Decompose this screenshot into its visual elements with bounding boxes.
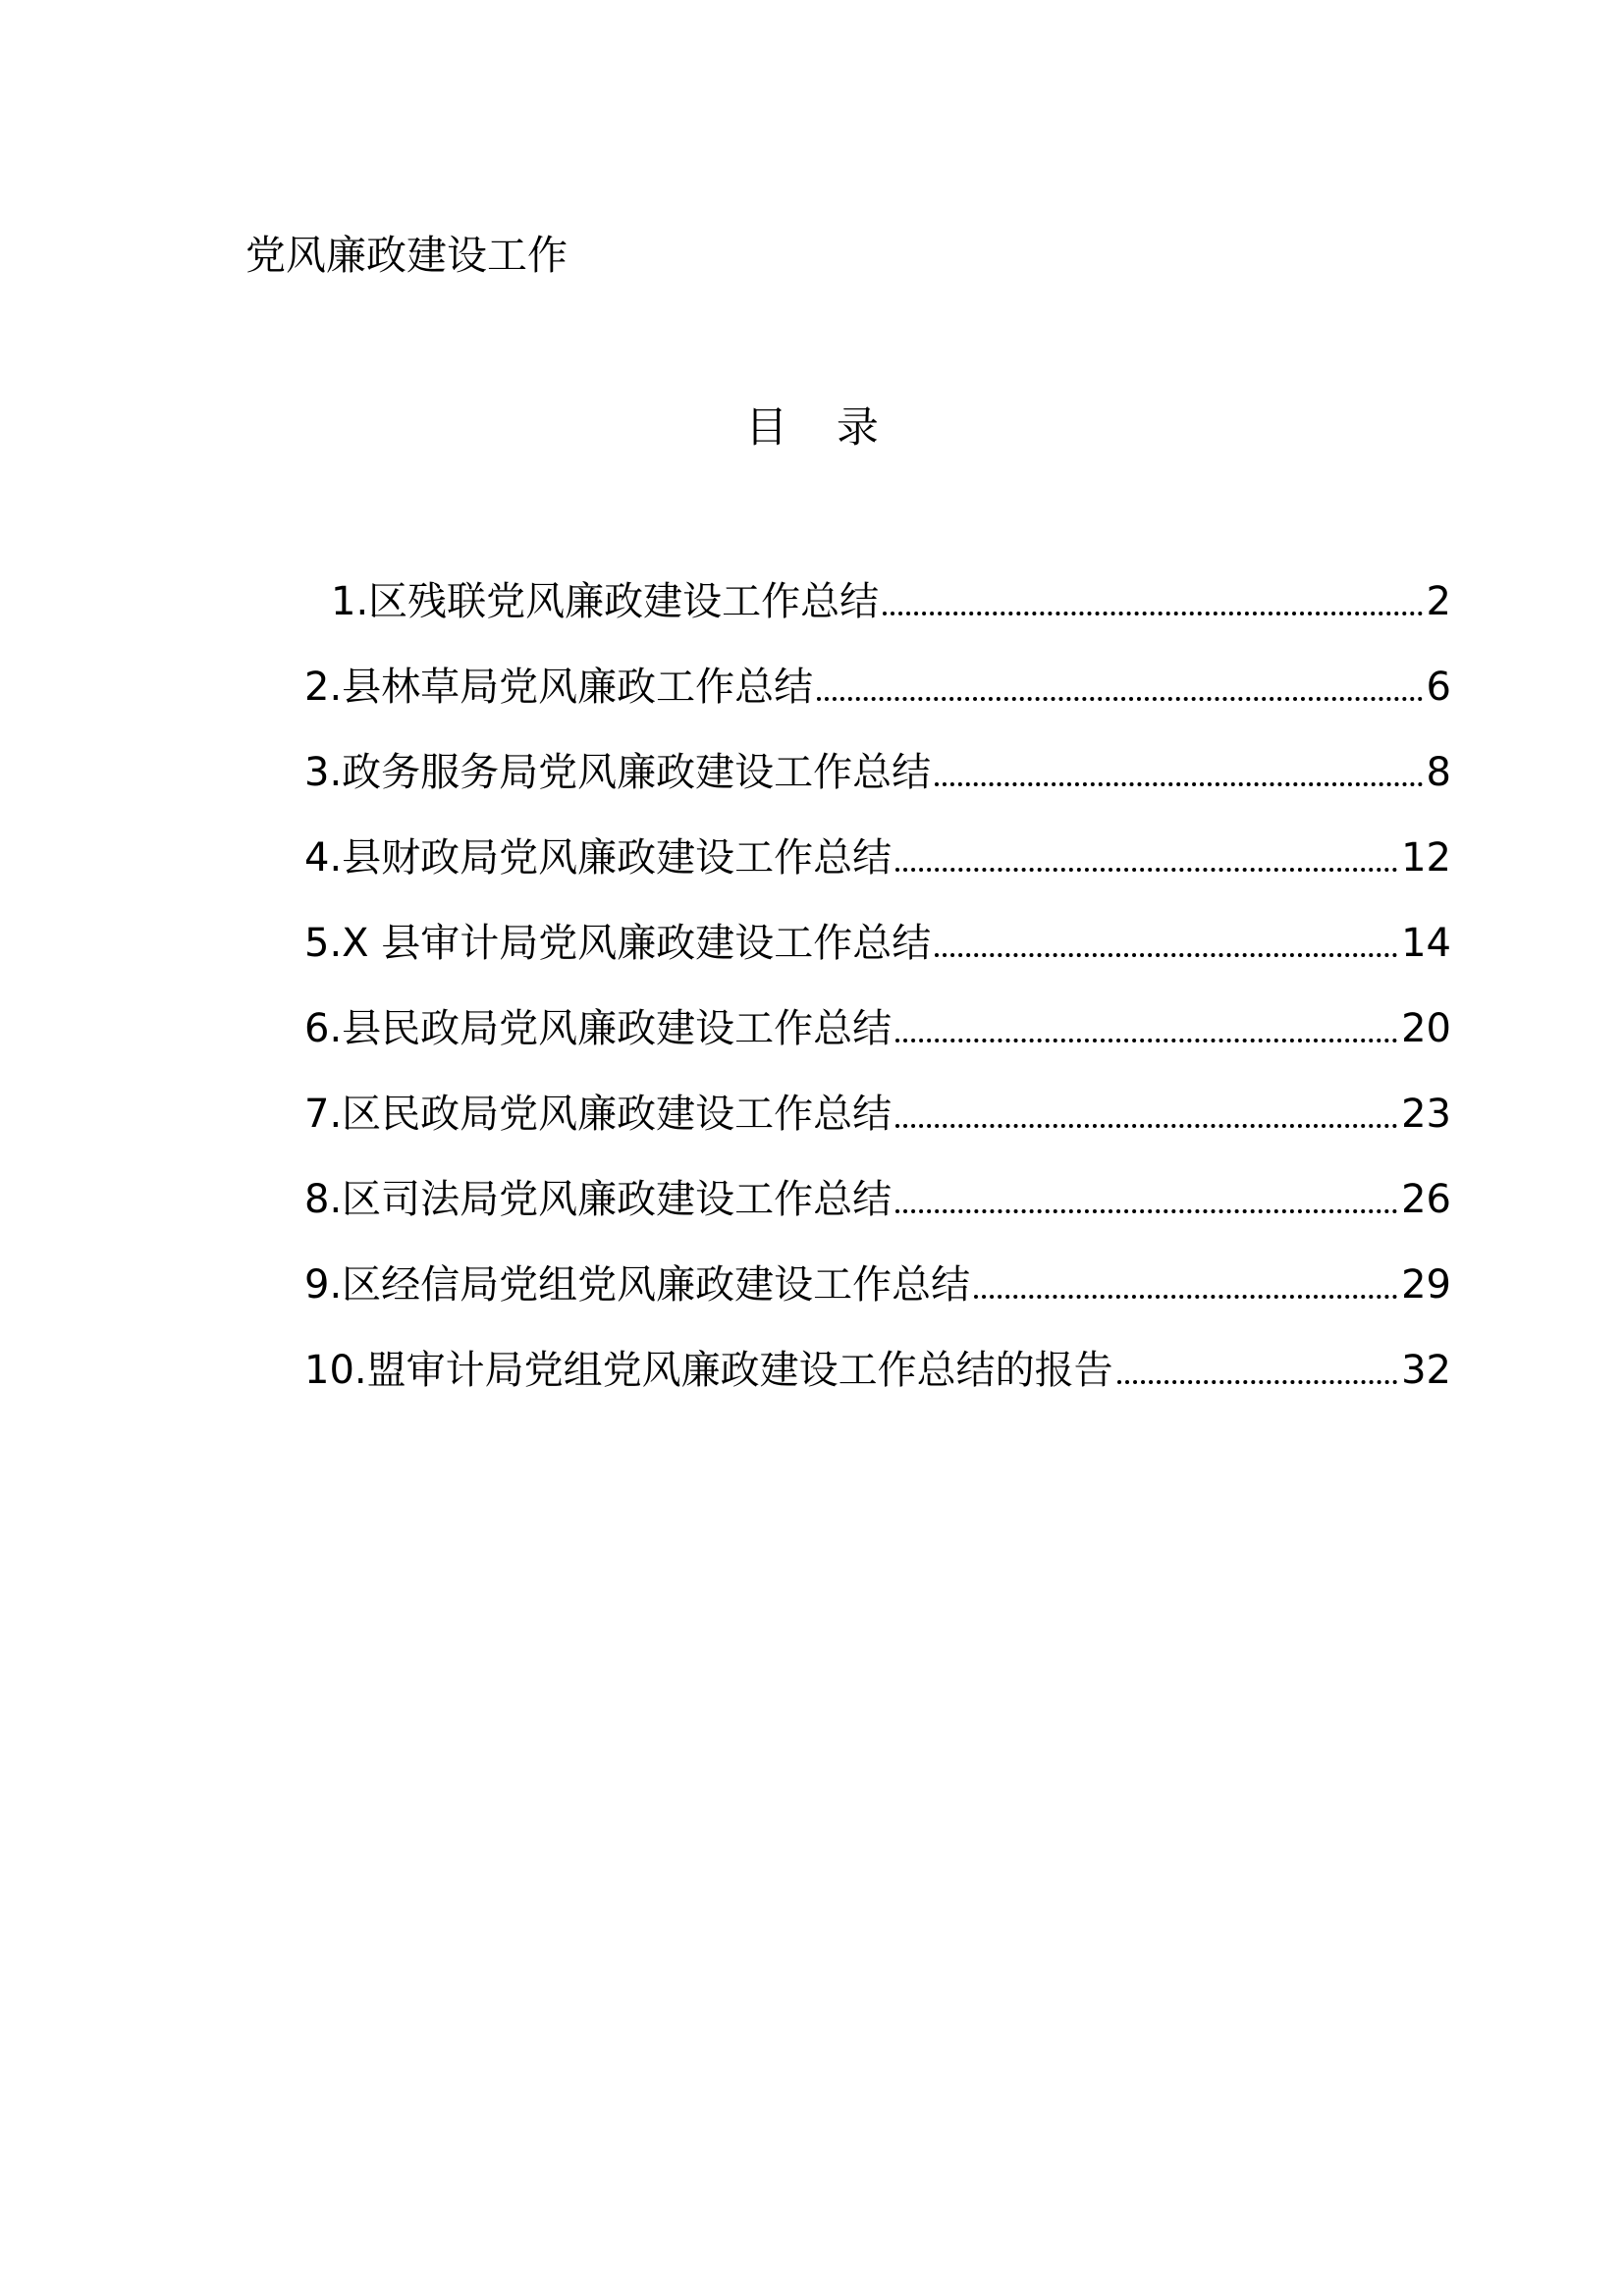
toc-entry-label: 7.区民政局党风廉政建设工作总结 (304, 1092, 893, 1137)
toc-entry-label: 8.区司法局党风廉政建设工作总结 (304, 1177, 893, 1222)
toc-page-number: 20 (1401, 1006, 1451, 1051)
toc-dot-leader (817, 697, 1422, 701)
toc-page-number: 29 (1401, 1262, 1451, 1308)
toc-entry-10[interactable] (304, 1342, 1451, 1399)
toc-page-number: 23 (1401, 1092, 1451, 1137)
toc-dot-leader (895, 1209, 1397, 1213)
toc-page-number: 6 (1426, 665, 1451, 710)
toc-page-number: 8 (1426, 750, 1451, 795)
toc-dot-leader (974, 1295, 1397, 1299)
toc-dot-leader (1117, 1380, 1397, 1384)
toc-entry-6[interactable] (304, 1000, 1451, 1057)
toc-dot-leader (883, 612, 1422, 615)
toc-dot-leader (895, 1124, 1397, 1128)
toc-dot-leader (895, 1039, 1397, 1042)
toc-entry-label: 3.政务服务局党风廉政建设工作总结 (304, 750, 932, 795)
toc-page-number: 2 (1426, 579, 1451, 624)
toc-entry-label: 2.县林草局党风廉政工作总结 (304, 665, 814, 710)
toc-dot-leader (935, 782, 1422, 786)
toc-entry-5[interactable] (304, 915, 1451, 972)
toc-page-number: 14 (1401, 921, 1451, 966)
toc-entry-label: 4.县财政局党风廉政建设工作总结 (304, 835, 893, 881)
toc-page-number: 12 (1401, 835, 1451, 881)
toc-entry-1[interactable] (331, 573, 1451, 630)
toc-dot-leader (895, 868, 1397, 872)
toc-entry-8[interactable] (304, 1171, 1451, 1228)
toc-entry-label: 10.盟审计局党组党风廉政建设工作总结的报告 (304, 1348, 1113, 1393)
toc-page-number: 32 (1401, 1348, 1451, 1393)
document-title: 党风廉政建设工作 (245, 232, 568, 279)
toc-entry-label: 6.县民政局党风廉政建设工作总结 (304, 1006, 893, 1051)
toc-entry-9[interactable] (304, 1256, 1451, 1313)
toc-heading: 目 录 (745, 403, 896, 453)
toc-dot-leader (935, 953, 1397, 957)
toc-entry-label: 1.区残联党风廉政建设工作总结 (331, 579, 880, 624)
toc-page-number: 26 (1401, 1177, 1451, 1222)
toc-entry-label: 9.区经信局党组党风廉政建设工作总结 (304, 1262, 971, 1308)
toc-entry-4[interactable] (304, 829, 1451, 886)
toc-entry-label: 5.X 县审计局党风廉政建设工作总结 (304, 921, 932, 966)
toc-entry-3[interactable] (304, 744, 1451, 801)
toc-entry-2[interactable] (304, 659, 1451, 716)
toc-entry-7[interactable] (304, 1086, 1451, 1143)
